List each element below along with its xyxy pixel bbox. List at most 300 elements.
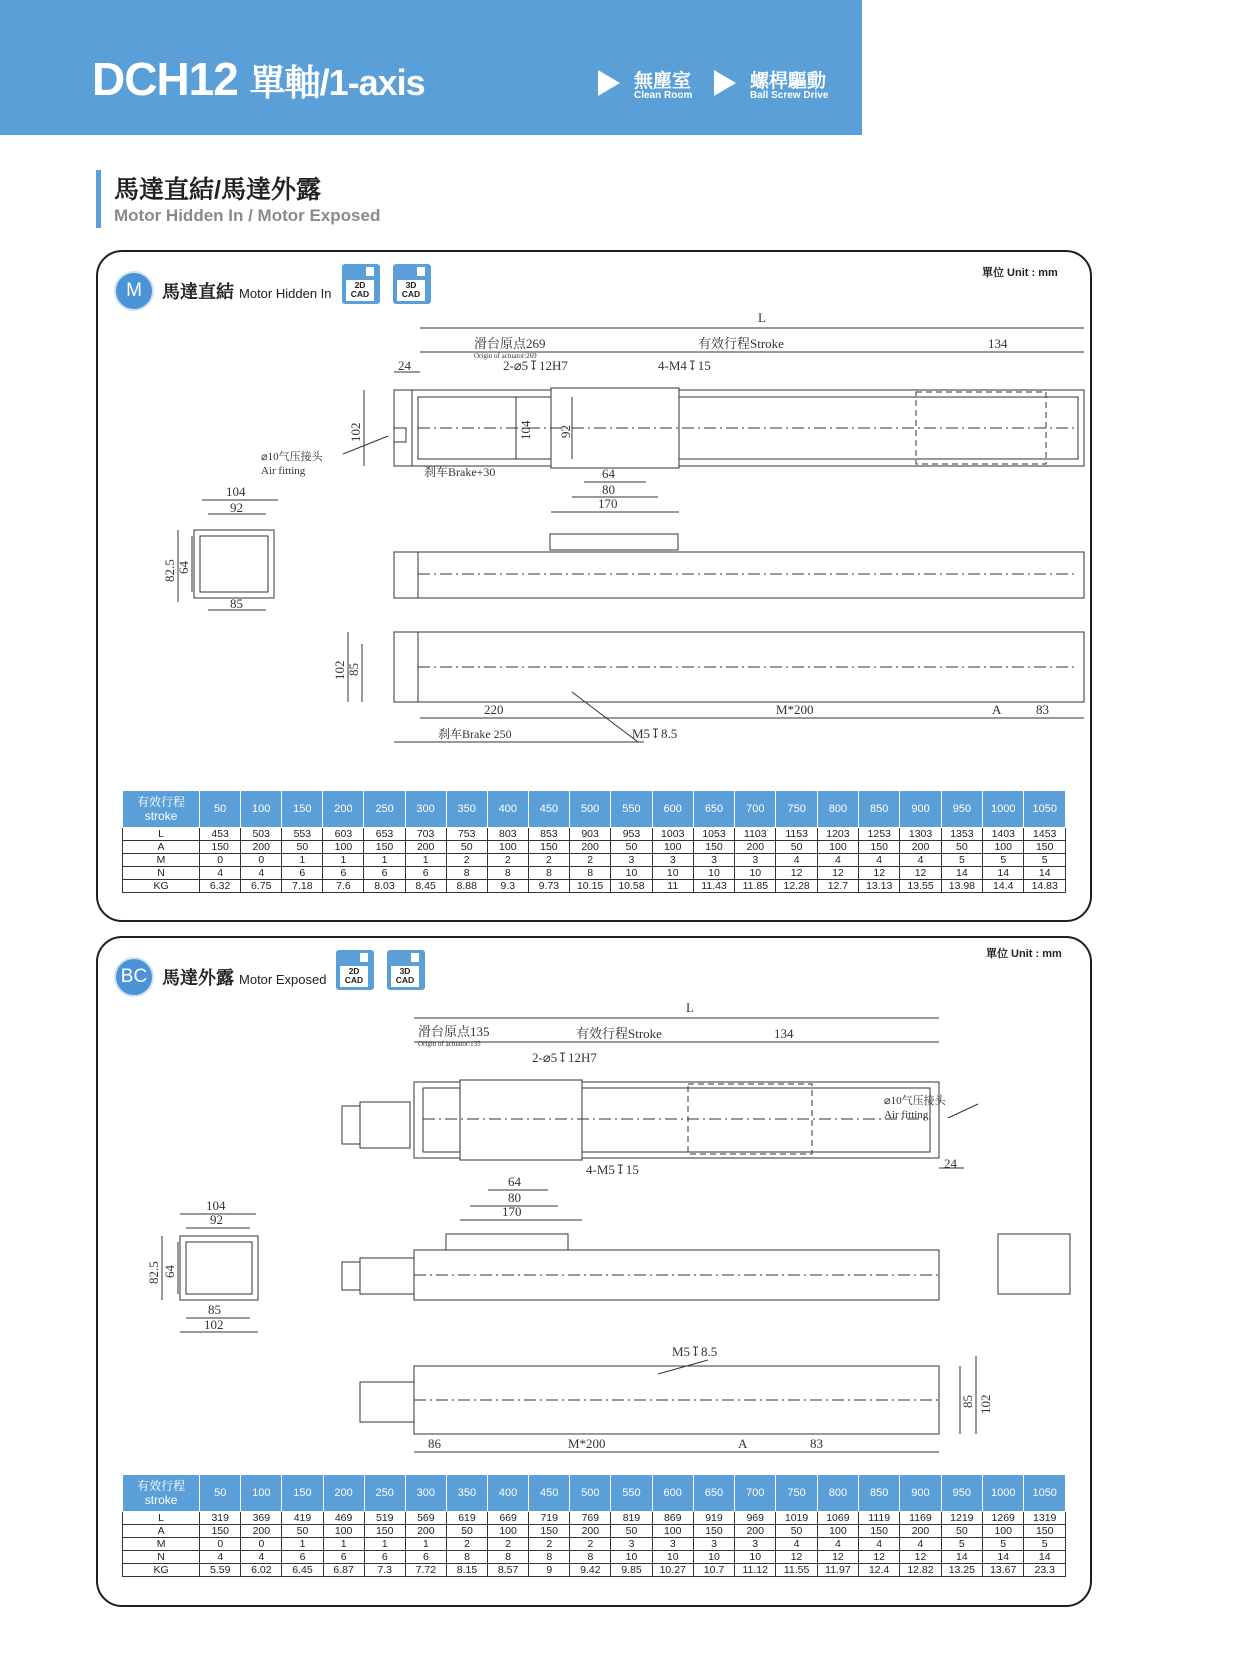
dim-170: 170 — [598, 496, 618, 511]
table-cell: 5 — [941, 854, 982, 867]
table-cell: 14.83 — [1024, 880, 1066, 893]
table-cell: 12 — [900, 867, 941, 880]
badge-bc: BC — [114, 957, 154, 997]
table-cell: 5.59 — [200, 1564, 241, 1577]
table-cell: 419 — [282, 1512, 323, 1525]
table-cell: 2 — [487, 854, 528, 867]
side-64: 64 — [176, 561, 191, 574]
page-title — [92, 52, 425, 106]
table-cell: 100 — [983, 841, 1024, 854]
table-head-cell: 200 — [323, 791, 364, 828]
table-cell: 4 — [859, 1538, 900, 1551]
table-cell: 150 — [1024, 1525, 1066, 1538]
table-cell: 1303 — [900, 828, 941, 841]
table-head-cell: 750 — [776, 1475, 817, 1512]
table-cell: 0 — [241, 854, 282, 867]
table-row — [123, 1564, 1066, 1577]
table-cell: 150 — [364, 841, 405, 854]
drawing-motor-hidden — [98, 252, 1090, 792]
table-cell: 100 — [488, 1525, 529, 1538]
table-cell: 4 — [817, 854, 858, 867]
side-825: 82.5 — [162, 559, 177, 582]
table-cell: 14 — [983, 1551, 1024, 1564]
cad-3d-label: 3D CAD — [397, 280, 425, 301]
table-row — [123, 1551, 1066, 1564]
table-cell: 7.3 — [364, 1564, 405, 1577]
dim-80: 80 — [508, 1190, 521, 1205]
bottom-102: 102 — [978, 1394, 993, 1414]
table-cell: 12.7 — [817, 880, 858, 893]
table-cell: 200 — [241, 841, 282, 854]
dim-64: 64 — [508, 1174, 521, 1189]
table-head-stroke — [123, 791, 200, 828]
table-cell: 50 — [282, 841, 323, 854]
table-cell: 9.3 — [487, 880, 528, 893]
dim-a: A — [992, 702, 1002, 717]
table-cell: 10 — [693, 867, 734, 880]
table-cell: 603 — [323, 828, 364, 841]
table-cell: 9.85 — [611, 1564, 652, 1577]
table-cell: 4 — [776, 854, 817, 867]
table-cell: 4 — [241, 1551, 282, 1564]
bottom-102: 102 — [332, 660, 347, 680]
table-cell: 1003 — [652, 828, 693, 841]
table-cell: 14 — [1024, 1551, 1066, 1564]
dim-92: 92 — [558, 425, 573, 438]
table-cell: 519 — [364, 1512, 405, 1525]
table-header-row — [123, 1475, 1066, 1512]
table-row — [123, 1512, 1066, 1525]
table-cell: 3 — [611, 854, 652, 867]
table-cell: 10.58 — [611, 880, 652, 893]
table-cell: 6.87 — [323, 1564, 364, 1577]
table-row-label: A — [123, 1525, 200, 1538]
cad-3d-label: 3D CAD — [391, 966, 419, 987]
tag-ball-screw-cn: 螺桿驅動 — [750, 71, 827, 92]
table-head-en: stroke — [144, 1493, 178, 1507]
dim-air-cn: ⌀10气压接头 — [884, 1095, 946, 1107]
table-cell: 150 — [859, 841, 900, 854]
dim-hole1: 2-⌀5↧12H7 — [532, 1050, 597, 1065]
table-cell: 8 — [488, 1551, 529, 1564]
table-cell: 669 — [488, 1512, 529, 1525]
table-cell: 150 — [1024, 841, 1066, 854]
table-cell: 13.98 — [941, 880, 982, 893]
table-cell: 1319 — [1024, 1512, 1066, 1525]
section-title-cn: 馬達直結/馬達外露 — [114, 176, 321, 204]
table-cell: 12 — [900, 1551, 941, 1564]
table-cell: 1353 — [941, 828, 982, 841]
panel-motor-exposed — [96, 936, 1092, 1607]
table-cell: 3 — [611, 1538, 652, 1551]
panel-bc-title-cn: 馬達外露 — [162, 968, 234, 988]
table-cell: 12 — [776, 1551, 817, 1564]
table-cell: 1203 — [817, 828, 858, 841]
tag-clean-room-en: Clean Room — [634, 90, 693, 101]
table-cell: 1403 — [983, 828, 1024, 841]
table-head-cell: 750 — [776, 791, 817, 828]
table-cell: 2 — [488, 1538, 529, 1551]
table-head-cell: 550 — [611, 791, 652, 828]
dim-m200: M*200 — [776, 702, 814, 717]
table-head-cell: 100 — [241, 1475, 282, 1512]
table-cell: 2 — [569, 854, 610, 867]
table-cell: 8.03 — [364, 880, 405, 893]
table-cell: 6 — [405, 1551, 446, 1564]
dim-air-en: Air fitting — [884, 1109, 929, 1121]
table-cell: 8.45 — [405, 880, 446, 893]
panel-motor-hidden — [96, 250, 1092, 922]
table-cell: 6 — [405, 867, 446, 880]
table-cell: 50 — [941, 1525, 982, 1538]
table-cell: 769 — [570, 1512, 611, 1525]
table-cell: 9.42 — [570, 1564, 611, 1577]
side-102: 102 — [204, 1317, 224, 1332]
table-cell: 50 — [611, 841, 652, 854]
table-cell: 2 — [446, 854, 487, 867]
table-head-cell: 1050 — [1024, 791, 1066, 828]
table-cell: 8 — [529, 1551, 570, 1564]
table-row-label: A — [123, 841, 200, 854]
dim-origin-en: Origin of actuator:269 — [474, 352, 537, 360]
table-cell: 6.32 — [200, 880, 241, 893]
table-cell: 200 — [900, 1525, 941, 1538]
dim-80: 80 — [602, 482, 615, 497]
table-cell: 8.15 — [446, 1564, 487, 1577]
dim-origin-cn: 滑台原点135 — [418, 1024, 490, 1039]
table-cell: 8.88 — [446, 880, 487, 893]
table-cell: 11.43 — [693, 880, 734, 893]
dim-m5: M5↧8.5 — [672, 1344, 718, 1359]
table-cell: 1 — [323, 854, 364, 867]
table-cell: 1 — [364, 1538, 405, 1551]
table-head-cell: 300 — [405, 1475, 446, 1512]
table-cell: 200 — [405, 1525, 446, 1538]
dim-134: 134 — [988, 336, 1008, 351]
table-cell: 553 — [282, 828, 323, 841]
table-cell: 50 — [446, 841, 487, 854]
table-row — [123, 880, 1066, 893]
table-cell: 1 — [282, 1538, 323, 1551]
table-head-cell: 50 — [200, 1475, 241, 1512]
table-head-cell: 950 — [941, 791, 982, 828]
unit-label: 單位 Unit : mm — [986, 948, 1062, 960]
axis-label: 單軸/1-axis — [249, 62, 425, 103]
table-cell: 10.27 — [652, 1564, 693, 1577]
table-cell: 4 — [817, 1538, 858, 1551]
table-cell: 703 — [405, 828, 446, 841]
table-cell: 903 — [569, 828, 610, 841]
table-row-label: L — [123, 828, 200, 841]
dim-stroke: 有效行程Stroke — [576, 1026, 662, 1041]
dim-24: 24 — [944, 1156, 957, 1171]
table-cell: 469 — [323, 1512, 364, 1525]
table-cell: 5 — [1024, 1538, 1066, 1551]
dim-102: 102 — [348, 422, 363, 442]
table-head-cell: 450 — [529, 1475, 570, 1512]
table-cell: 5 — [983, 1538, 1024, 1551]
table-cell: 10 — [735, 867, 776, 880]
table-cell: 3 — [735, 1538, 776, 1551]
table-cell: 753 — [446, 828, 487, 841]
table-cell: 11 — [652, 880, 693, 893]
table-cell: 4 — [900, 1538, 941, 1551]
table-cell: 369 — [241, 1512, 282, 1525]
table-cell: 10.7 — [693, 1564, 734, 1577]
table-head-cell: 700 — [735, 1475, 776, 1512]
table-cell: 7.6 — [323, 880, 364, 893]
table-cell: 453 — [200, 828, 241, 841]
table-head-cell: 500 — [570, 1475, 611, 1512]
side-104: 104 — [226, 484, 246, 499]
side-view-body — [394, 552, 1084, 598]
table-cell: 919 — [693, 1512, 734, 1525]
section-title-en: Motor Hidden In / Motor Exposed — [114, 206, 381, 225]
table-cell: 10 — [611, 1551, 652, 1564]
table-cell: 2 — [570, 1538, 611, 1551]
side-92: 92 — [230, 500, 243, 515]
table-cell: 150 — [364, 1525, 405, 1538]
dim-brake30: 刹车Brake+30 — [424, 465, 496, 479]
table-row-label: M — [123, 1538, 200, 1551]
table-cell: 200 — [405, 841, 446, 854]
table-row — [123, 828, 1066, 841]
dim-104: 104 — [518, 420, 533, 440]
table-cell: 150 — [859, 1525, 900, 1538]
table-cell: 11.85 — [735, 880, 776, 893]
spec-table-m — [122, 790, 1066, 893]
table-cell: 4 — [859, 854, 900, 867]
table-row-label: L — [123, 1512, 200, 1525]
table-cell: 13.55 — [900, 880, 941, 893]
tag-clean-room-cn: 無塵室 — [634, 71, 692, 92]
table-head-cell: 1000 — [983, 1475, 1024, 1512]
side-64: 64 — [162, 1265, 177, 1278]
table-head-cell: 250 — [364, 1475, 405, 1512]
table-cell: 8 — [487, 867, 528, 880]
table-cell: 100 — [323, 1525, 364, 1538]
dim-64: 64 — [602, 466, 615, 481]
table-cell: 150 — [200, 841, 241, 854]
play-triangle-icon — [714, 70, 736, 96]
table-cell: 6 — [364, 867, 405, 880]
table-cell: 803 — [487, 828, 528, 841]
table-cell: 7.72 — [405, 1564, 446, 1577]
table-cell: 50 — [776, 1525, 817, 1538]
tag-ball-screw-en: Ball Screw Drive — [750, 90, 829, 101]
table-cell: 100 — [983, 1525, 1024, 1538]
table-cell: 100 — [323, 841, 364, 854]
table-cell: 4 — [241, 867, 282, 880]
table-cell: 619 — [446, 1512, 487, 1525]
table-cell: 12 — [859, 1551, 900, 1564]
table-cell: 1453 — [1024, 828, 1066, 841]
table-row — [123, 867, 1066, 880]
section-accent-bar — [96, 170, 101, 228]
table-row — [123, 841, 1066, 854]
table-head-cell: 100 — [241, 791, 282, 828]
table-cell: 100 — [652, 1525, 693, 1538]
table-head-cell: 800 — [817, 1475, 858, 1512]
table-cell: 11.12 — [735, 1564, 776, 1577]
panel-m-title-cn: 馬達直結 — [162, 282, 234, 302]
table-cell: 6.02 — [241, 1564, 282, 1577]
table-cell: 50 — [611, 1525, 652, 1538]
table-cell: 10 — [693, 1551, 734, 1564]
table-cell: 2 — [529, 1538, 570, 1551]
dim-83: 83 — [1036, 702, 1049, 717]
dim-24: 24 — [398, 358, 411, 373]
table-cell: 10.15 — [569, 880, 610, 893]
table-cell: 1 — [323, 1538, 364, 1551]
table-cell: 1 — [405, 854, 446, 867]
table-cell: 1053 — [693, 828, 734, 841]
dim-170: 170 — [502, 1204, 522, 1219]
table-cell: 0 — [241, 1538, 282, 1551]
dim-air-cn: ⌀10气压接头 — [261, 451, 323, 463]
side-85: 85 — [230, 596, 243, 611]
table-row-label: KG — [123, 1564, 200, 1577]
header-banner — [0, 0, 862, 135]
table-cell: 8.57 — [488, 1564, 529, 1577]
table-cell: 969 — [735, 1512, 776, 1525]
table-cell: 200 — [900, 841, 941, 854]
table-cell: 10 — [735, 1551, 776, 1564]
dim-air-en: Air fitting — [261, 465, 306, 477]
table-row-label: M — [123, 854, 200, 867]
table-head-cell: 650 — [693, 1475, 734, 1512]
table-cell: 319 — [200, 1512, 241, 1525]
side-92: 92 — [210, 1212, 223, 1227]
table-head-cell: 400 — [488, 1475, 529, 1512]
table-cell: 50 — [941, 841, 982, 854]
table-head-cell: 350 — [446, 791, 487, 828]
table-cell: 1069 — [817, 1512, 858, 1525]
table-cell: 12.28 — [776, 880, 817, 893]
table-header-row — [123, 791, 1066, 828]
table-head-cell: 700 — [735, 791, 776, 828]
table-cell: 150 — [693, 841, 734, 854]
dim-origin-cn: 滑台原点269 — [474, 336, 546, 351]
table-cell: 819 — [611, 1512, 652, 1525]
table-cell: 50 — [776, 841, 817, 854]
model-name: DCH12 — [92, 53, 238, 105]
table-cell: 100 — [817, 841, 858, 854]
table-cell: 0 — [200, 1538, 241, 1551]
table-cell: 853 — [528, 828, 569, 841]
table-cell: 8 — [446, 867, 487, 880]
table-cell: 2 — [528, 854, 569, 867]
table-cell: 12.82 — [900, 1564, 941, 1577]
table-cell: 13.25 — [941, 1564, 982, 1577]
play-triangle-icon — [598, 70, 620, 96]
table-cell: 200 — [735, 1525, 776, 1538]
table-head-cell: 300 — [405, 791, 446, 828]
table-cell: 200 — [569, 841, 610, 854]
table-cell: 14 — [941, 867, 982, 880]
dim-m5: M5↧8.5 — [632, 726, 678, 741]
table-cell: 7.18 — [282, 880, 323, 893]
table-cell: 11.97 — [817, 1564, 858, 1577]
bottom-85: 85 — [960, 1395, 975, 1408]
table-head-cell: 1000 — [983, 791, 1024, 828]
bottom-view-body — [394, 632, 1084, 702]
table-row-label: KG — [123, 880, 200, 893]
top-view-body — [394, 390, 1084, 466]
table-cell: 14 — [1024, 867, 1066, 880]
table-cell: 12 — [817, 1551, 858, 1564]
table-cell: 1153 — [776, 828, 817, 841]
panel-m-title-en: Motor Hidden In — [239, 286, 332, 301]
table-cell: 12 — [817, 867, 858, 880]
table-cell: 4 — [200, 1551, 241, 1564]
table-cell: 569 — [405, 1512, 446, 1525]
table-cell: 9 — [529, 1564, 570, 1577]
table-cell: 6 — [364, 1551, 405, 1564]
table-cell: 2 — [446, 1538, 487, 1551]
bottom-85: 85 — [346, 663, 361, 676]
table-head-cell: 600 — [652, 1475, 693, 1512]
table-head-cell: 150 — [282, 791, 323, 828]
table-cell: 200 — [735, 841, 776, 854]
dim-hole2: 4-M4↧15 — [658, 358, 711, 373]
table-cell: 50 — [446, 1525, 487, 1538]
table-head-cell: 500 — [569, 791, 610, 828]
table-cell: 8 — [528, 867, 569, 880]
table-head-cell: 850 — [859, 1475, 900, 1512]
table-cell: 100 — [652, 841, 693, 854]
table-cell: 5 — [983, 854, 1024, 867]
dim-l: L — [686, 1000, 694, 1015]
dim-hole1: 2-⌀5↧12H7 — [503, 358, 568, 373]
table-cell: 6.45 — [282, 1564, 323, 1577]
table-head-cell: 950 — [941, 1475, 982, 1512]
table-head-cell: 550 — [611, 1475, 652, 1512]
table-head-cn: 有效行程 — [137, 795, 186, 809]
table-cell: 150 — [529, 1525, 570, 1538]
dim-origin-en: Origin of actuator:135 — [418, 1040, 481, 1048]
table-row — [123, 854, 1066, 867]
table-cell: 3 — [693, 854, 734, 867]
drawing-motor-exposed — [98, 938, 1090, 1478]
dim-83: 83 — [810, 1436, 823, 1451]
motor-side — [360, 1258, 414, 1294]
table-cell: 14.4 — [983, 880, 1024, 893]
side-825: 82.5 — [146, 1261, 161, 1284]
table-head-cell: 800 — [817, 791, 858, 828]
table-cell: 6 — [282, 1551, 323, 1564]
table-head-cell: 650 — [693, 791, 734, 828]
cad-2d-label: 2D CAD — [346, 280, 374, 301]
end-view-1 — [194, 530, 274, 598]
table-head-cell: 850 — [859, 791, 900, 828]
dim-220: 220 — [484, 702, 504, 717]
table-cell: 10 — [652, 867, 693, 880]
dim-l: L — [758, 310, 766, 325]
table-head-cell: 450 — [528, 791, 569, 828]
table-cell: 1119 — [859, 1512, 900, 1525]
table-cell: 6 — [282, 867, 323, 880]
table-cell: 10 — [611, 867, 652, 880]
table-cell: 8 — [569, 867, 610, 880]
drawing-labels — [146, 1000, 993, 1451]
table-cell: 200 — [570, 1525, 611, 1538]
table-cell: 0 — [200, 854, 241, 867]
side-104: 104 — [206, 1198, 226, 1213]
table-cell: 11.55 — [776, 1564, 817, 1577]
table-cell: 1 — [282, 854, 323, 867]
table-row-label: N — [123, 1551, 200, 1564]
